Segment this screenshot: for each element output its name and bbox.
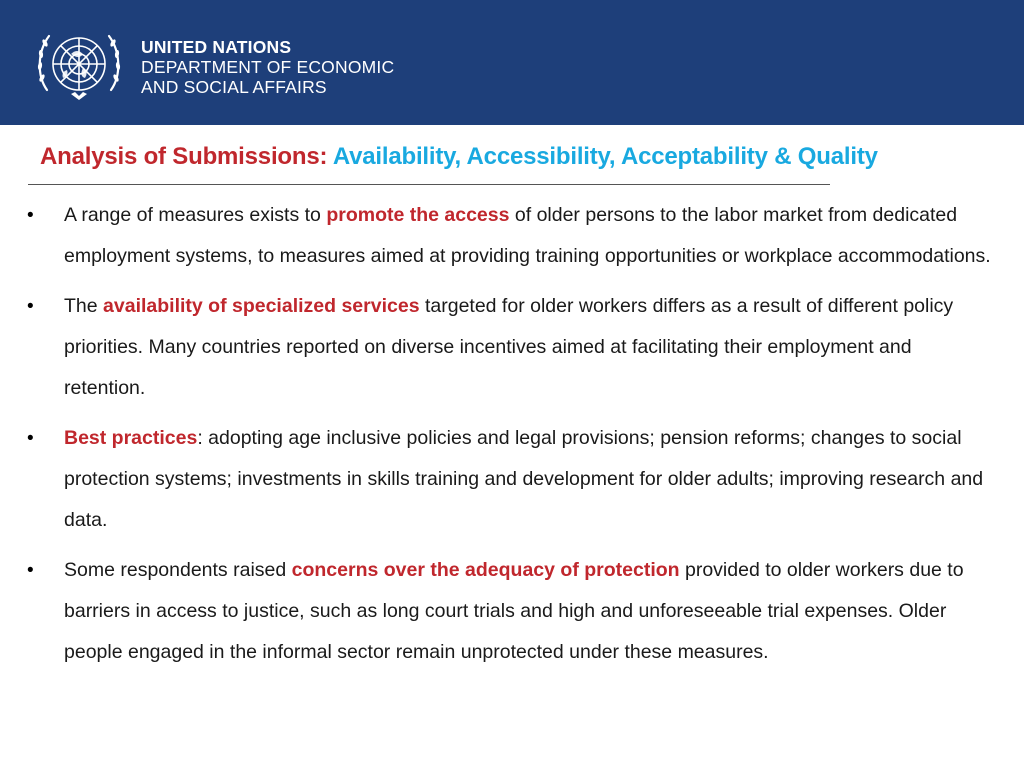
bullet-marker: •: [27, 296, 34, 317]
bullet-highlight: availability of specialized services: [103, 295, 420, 317]
un-emblem-icon: [31, 24, 127, 106]
organization-name: [141, 37, 394, 97]
bullet-marker: •: [27, 428, 34, 449]
bullet-item: [0, 418, 1024, 541]
bullet-text-before: A range of measures exists to: [64, 204, 327, 226]
header-banner: [0, 0, 1024, 125]
title-divider: [28, 184, 830, 185]
slide-title: [40, 140, 1000, 174]
bullet-text-after: of older persons to the labor market from dedicated employment systems, to measures aimed at providing training opportunities or workplace accommodations.: [64, 204, 991, 267]
bullet-text: [64, 418, 994, 541]
bullet-list: [0, 195, 1024, 682]
slide-title-rest: Availability, Accessibility, Acceptability & Quality: [332, 143, 878, 170]
bullet-text: [64, 195, 994, 277]
bullet-text: [64, 550, 994, 673]
bullet-text-before: The: [64, 295, 104, 317]
bullet-marker: •: [27, 560, 34, 581]
bullet-highlight: concerns over the adequacy of protection: [291, 559, 680, 581]
org-name-line-3: AND SOCIAL AFFAIRS: [141, 77, 327, 97]
org-name-line-2: DEPARTMENT OF ECONOMIC: [141, 57, 395, 77]
bullet-text-after: provided to older workers due to barriers in access to justice, such as long court trials and high and unforeseeable trial expenses. Older people engaged in the informal sector remain unprotected under these measures.: [64, 559, 964, 663]
bullet-highlight: promote the access: [326, 204, 510, 226]
bullet-item: [0, 195, 1024, 277]
bullet-text-after: targeted for older workers differs as a result of different policy priorities. Many countries reported on diverse incentives aimed at facilitating their employment and retention.: [64, 295, 954, 399]
bullet-text: [64, 286, 994, 409]
org-name-line-1: UNITED NATIONS: [141, 37, 292, 57]
bullet-text-after: : adopting age inclusive policies and legal provisions; pension reforms; changes to social protection systems; investments in skills training and development for older adults; improving research and data.: [64, 427, 984, 531]
slide-title-lead: Analysis of Submissions:: [40, 143, 328, 170]
bullet-text-before: Some respondents raised: [64, 559, 292, 581]
bullet-marker: •: [27, 205, 34, 226]
bullet-item: [0, 286, 1024, 409]
bullet-item: [0, 550, 1024, 673]
bullet-highlight: Best practices: [64, 427, 198, 449]
